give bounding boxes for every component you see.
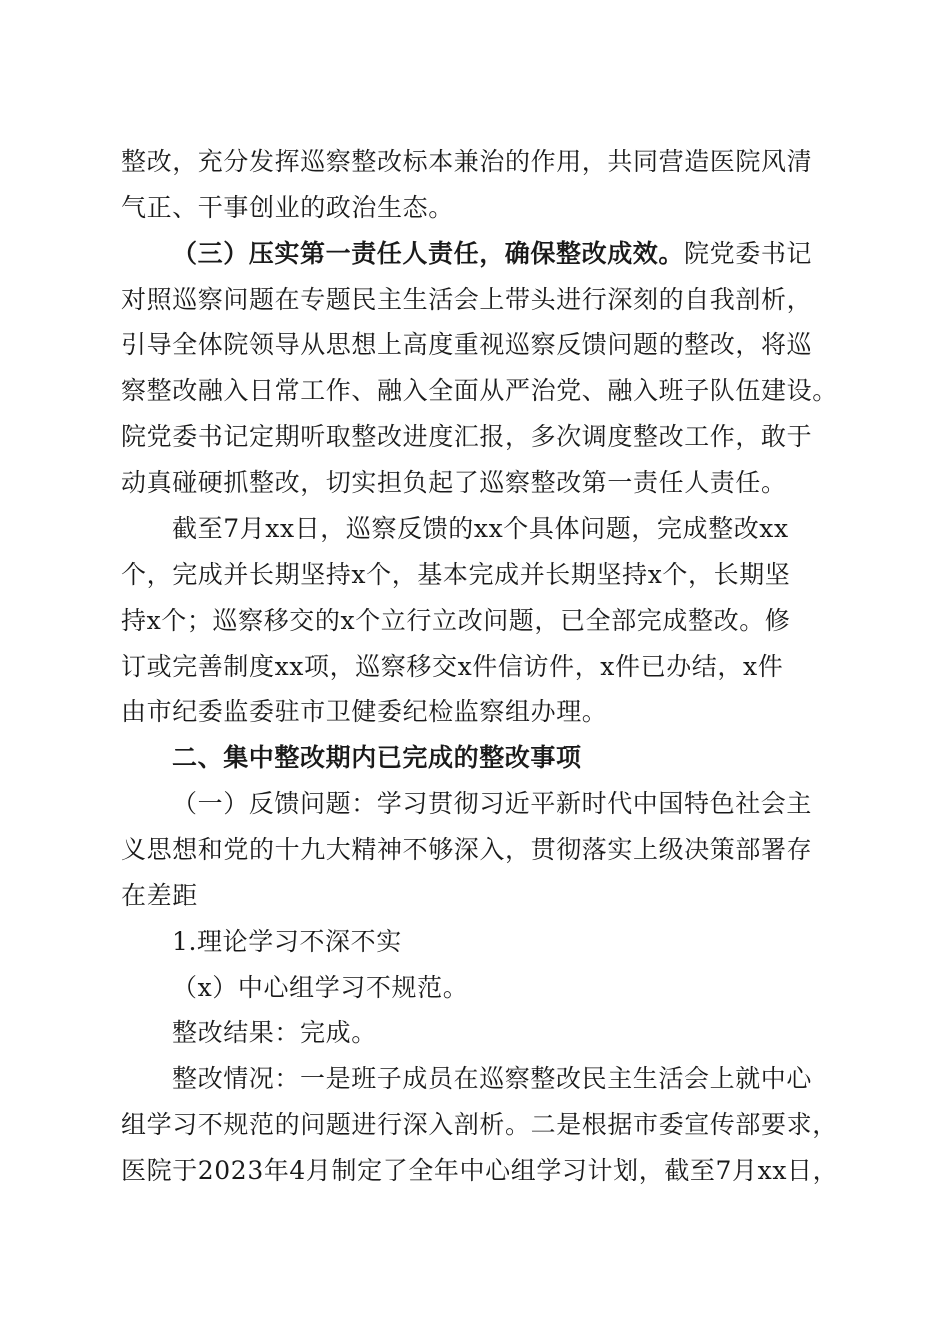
section-heading-line — [172, 237, 841, 271]
paragraph-line: 组学习不规范的问题进行深入剖析。二是根据市委宣传部要求， — [121, 1110, 838, 1139]
section-heading: （三）压实第一责任人责任，确保整改成效。 — [172, 239, 685, 268]
result-line: 整改结果：完成。 — [172, 1018, 377, 1047]
paragraph-text: 院党委书记 — [684, 239, 813, 268]
paragraph-line: （一）反馈问题：学习贯彻习近平新时代中国特色社会主 — [172, 789, 813, 818]
paragraph-line: 气正、干事创业的政治生态。 — [121, 193, 454, 222]
paragraph-line: 在差距 — [121, 881, 198, 910]
paragraph-line: 截至7月xx日，巡察反馈的xx个具体问题，完成整改xx — [172, 514, 789, 543]
paragraph-line: 整改，充分发挥巡察整改标本兼治的作用，共同营造医院风清 — [121, 147, 813, 176]
paragraph-line: 动真碰硬抓整改，切实担负起了巡察整改第一责任人责任。 — [121, 468, 787, 497]
paragraph-line: 院党委书记定期听取整改进度汇报，多次调度整改工作，敢于 — [121, 422, 813, 451]
paragraph-line: 整改情况：一是班子成员在巡察整改民主生活会上就中心 — [172, 1064, 813, 1093]
paragraph-line: 个，完成并长期坚持x个，基本完成并长期坚持x个，长期坚 — [121, 560, 791, 589]
paragraph-line: 引导全体院领导从思想上高度重视巡察反馈问题的整改，将巡 — [121, 330, 813, 359]
paragraph-line: 由市纪委监委驻市卫健委纪检监察组办理。 — [121, 697, 608, 726]
paragraph-line: 订或完善制度xx项，巡察移交x件信访件，x件已办结，x件 — [121, 652, 784, 681]
subheading-line: 1.理论学习不深不实 — [172, 927, 402, 956]
paragraph-line: 义思想和党的十九大精神不够深入，贯彻落实上级决策部署存 — [121, 835, 813, 864]
subheading-line: （x）中心组学习不规范。 — [172, 973, 469, 1002]
paragraph-line: 持x个；巡察移交的x个立行立改问题，已全部完成整改。修 — [121, 606, 791, 635]
paragraph-line: 对照巡察问题在专题民主生活会上带头进行深刻的自我剖析， — [121, 285, 813, 314]
paragraph-line: 察整改融入日常工作、融入全面从严治党、融入班子队伍建设。 — [121, 376, 838, 405]
paragraph-line: 医院于2023年4月制定了全年中心组学习计划，截至7月xx日， — [121, 1156, 839, 1185]
chapter-heading: 二、集中整改期内已完成的整改事项 — [172, 743, 582, 772]
